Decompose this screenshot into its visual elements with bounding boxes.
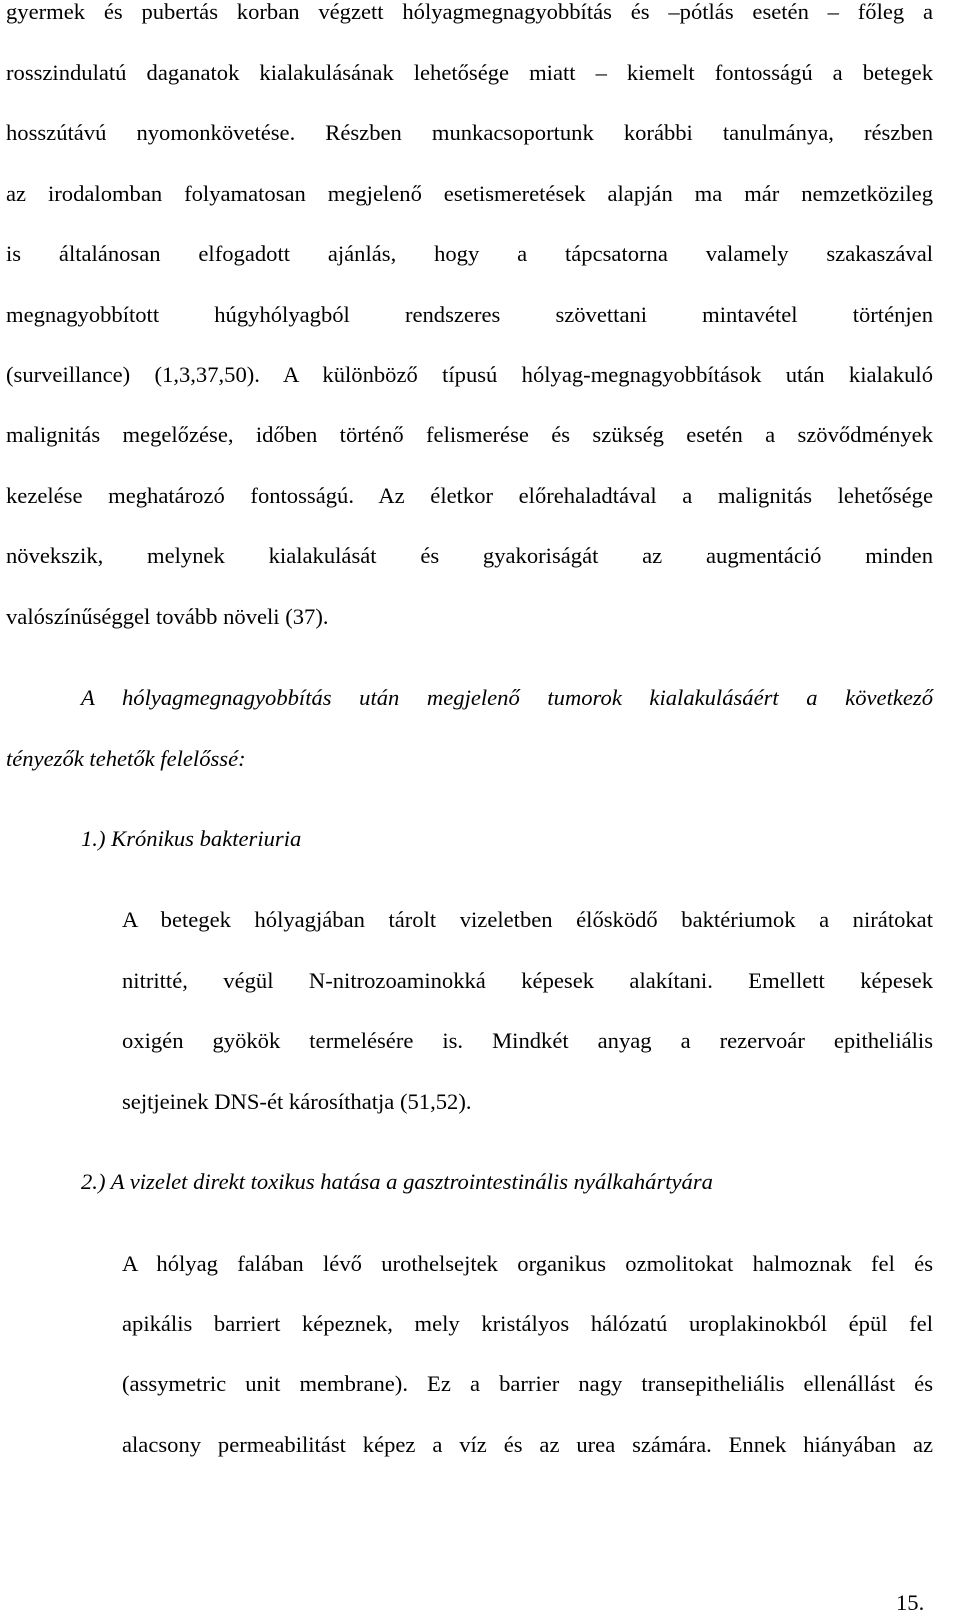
section-2-line-2: apikális barriert képeznek, mely kristályos hálózatú uroplakinokból épül fel: [122, 1311, 933, 1336]
paragraph-1-line-10: növekszik, melynek kialakulását és gyakoriságát az augmentáció minden: [6, 543, 933, 568]
paragraph-1-line-1: gyermek és pubertás korban végzett hólyagmegnagyobbítás és –pótlás esetén – főleg a: [6, 0, 933, 24]
intro-italic-line-2: tényezők tehetők felelőssé:: [6, 746, 246, 771]
section-1-line-3: oxigén gyökök termelésére is. Mindkét anyag a rezervoár epitheliális: [122, 1028, 933, 1053]
paragraph-1-line-6: megnagyobbított húgyhólyagból rendszeres szövettani mintavétel történjen: [6, 302, 933, 327]
section-2-line-3: (assymetric unit membrane). Ez a barrier nagy transepitheliális ellenállást és: [122, 1371, 933, 1396]
paragraph-1-line-11: valószínűséggel tovább növeli (37).: [6, 604, 329, 629]
section-1-line-4: sejtjeinek DNS-ét károsíthatja (51,52).: [122, 1089, 472, 1114]
intro-italic-line-1: A hólyagmegnagyobbítás után megjelenő tumorok kialakulásáért a következő: [81, 685, 933, 710]
section-2-line-4: alacsony permeabilitást képez a víz és az urea számára. Ennek hiányában az: [122, 1432, 933, 1457]
paragraph-1-line-5: is általánosan elfogadott ajánlás, hogy a tápcsatorna valamely szakaszával: [6, 241, 933, 266]
section-2-heading: 2.) A vizelet direkt toxikus hatása a gasztrointestinális nyálkahártyára: [81, 1169, 713, 1194]
paragraph-1-line-7: (surveillance) (1,3,37,50). A különböző típusú hólyag-megnagyobbítások után kialakuló: [6, 362, 933, 387]
paragraph-1-line-8: malignitás megelőzése, időben történő felismerése és szükség esetén a szövődmények: [6, 422, 933, 447]
page-number: 15.: [896, 1590, 925, 1615]
section-1-line-1: A betegek hólyagjában tárolt vizeletben élősködő baktériumok a nirátokat: [122, 907, 933, 932]
paragraph-1-line-4: az irodalomban folyamatosan megjelenő esetismeretések alapján ma már nemzetközileg: [6, 181, 933, 206]
section-2-line-1: A hólyag falában lévő urothelsejtek organikus ozmolitokat halmoznak fel és: [122, 1251, 933, 1276]
paragraph-1-line-3: hosszútávú nyomonkövetése. Részben munkacsoportunk korábbi tanulmánya, részben: [6, 120, 933, 145]
section-1-heading: 1.) Krónikus bakteriuria: [81, 826, 302, 851]
paragraph-1-line-9: kezelése meghatározó fontosságú. Az életkor előrehaladtával a malignitás lehetősége: [6, 483, 933, 508]
section-1-line-2: nitritté, végül N-nitrozoaminokká képesek alakítani. Emellett képesek: [122, 968, 933, 993]
paragraph-1-line-2: rosszindulatú daganatok kialakulásának lehetősége miatt – kiemelt fontosságú a betegek: [6, 60, 933, 85]
